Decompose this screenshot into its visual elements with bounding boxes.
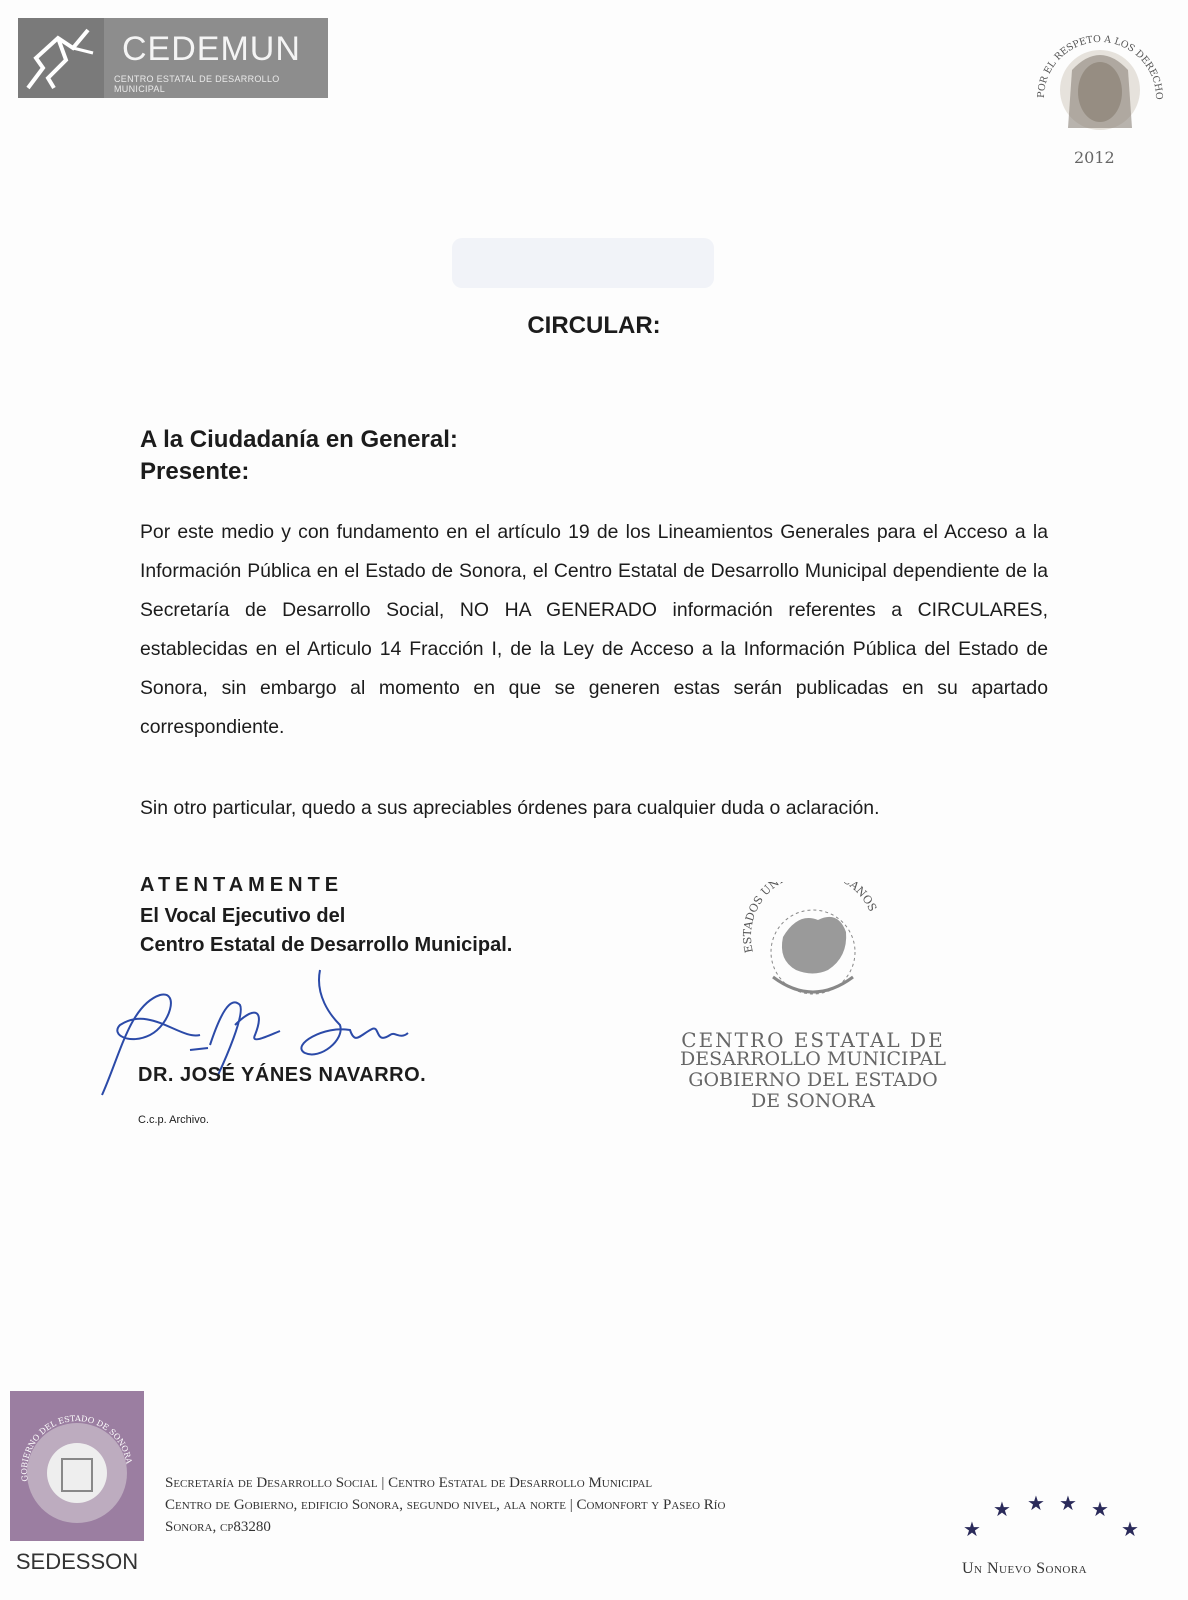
svg-text:★: ★	[1091, 1497, 1109, 1521]
redacted-area	[452, 238, 714, 288]
address-line: Centro de Gobierno, edificio Sonora, segundo nivel, ala norte | Comonfort y Paseo Río	[165, 1497, 726, 1513]
sedesson-band	[10, 1391, 144, 1541]
closing-line: Sin otro particular, quedo a sus apreciables órdenes para cualquier duda o aclaración.	[140, 797, 880, 819]
sedesson-ring-text: GOBIERNO DEL ESTADO DE SONORA	[19, 1414, 134, 1483]
address-line: Secretaría de Desarrollo Social | Centro Estatal de Desarrollo Municipal	[165, 1475, 653, 1491]
indigenous-rights-seal	[1022, 10, 1176, 170]
addressee-line: A la Ciudadanía en General:	[140, 426, 458, 453]
signer-role-line: Centro Estatal de Desarrollo Municipal.	[140, 934, 513, 956]
stamp-line: DESARROLLO MUNICIPAL	[680, 1048, 946, 1070]
sedesson-logo	[10, 1391, 144, 1586]
sedesson-label: SEDESSON	[15, 1549, 139, 1574]
stamp-ring-text: ESTADOS UN ANOS	[740, 882, 880, 955]
mexican-eagle-seal-icon	[678, 882, 948, 1018]
logo-subtitle: CENTRO ESTATAL DE DESARROLLO MUNICIPAL	[114, 74, 280, 94]
address-line: Sonora, cp83280	[165, 1519, 271, 1535]
signer-name: DR. JOSÉ YÁNES NAVARRO.	[138, 1064, 427, 1086]
ccp-note: C.c.p. Archivo.	[138, 1114, 209, 1126]
signer-role-line: El Vocal Ejecutivo del	[140, 905, 346, 927]
body-paragraph: Por este medio y con fundamento en el artículo 19 de los Lineamientos Generales para el Acceso a la Información Pública en el Estado de Sonora, el Centro Estatal de Desarrollo Municipal dependiente de la Secretaría de Desarrollo Social, NO HA GENERADO información referentes a CIRCULARES, establecidas en el Articulo 14 Fracción I, de la Ley de Acceso a la Información Pública del Estado de Sonora, sin embargo al momento en que se generen estas serán publicadas en su apartado correspondiente.	[140, 521, 1048, 738]
handwritten-signature	[90, 965, 430, 1110]
cedemun-mark-icon	[18, 18, 104, 98]
svg-text:★: ★	[1027, 1492, 1045, 1515]
cedemun-logo	[18, 18, 328, 98]
seal-year: 2012	[1074, 148, 1115, 167]
signer-role	[140, 902, 512, 960]
addressee-presente: Presente:	[140, 458, 250, 485]
atentamente-label: ATENTAMENTE	[140, 874, 344, 896]
addressee	[140, 424, 458, 488]
svg-text:★: ★	[1121, 1517, 1139, 1541]
footer-address	[165, 1472, 725, 1538]
stamp-line: GOBIERNO DEL ESTADO	[688, 1069, 938, 1091]
stars-icon	[955, 1492, 1145, 1552]
seal-ring-text: POR EL RESPETO A LOS DERECHO	[1035, 33, 1165, 100]
official-stamp	[678, 882, 948, 1122]
svg-text:★: ★	[1059, 1492, 1077, 1515]
document-title: CIRCULAR:	[527, 312, 661, 339]
svg-text:★: ★	[963, 1517, 981, 1541]
logo-title: CEDEMUN	[122, 30, 301, 68]
svg-text:★: ★	[993, 1497, 1011, 1521]
stamp-line: DE SONORA	[751, 1090, 875, 1112]
slogan: Un Nuevo Sonora	[962, 1560, 1088, 1577]
stamp-line: CENTRO ESTATAL DE	[681, 1028, 945, 1052]
